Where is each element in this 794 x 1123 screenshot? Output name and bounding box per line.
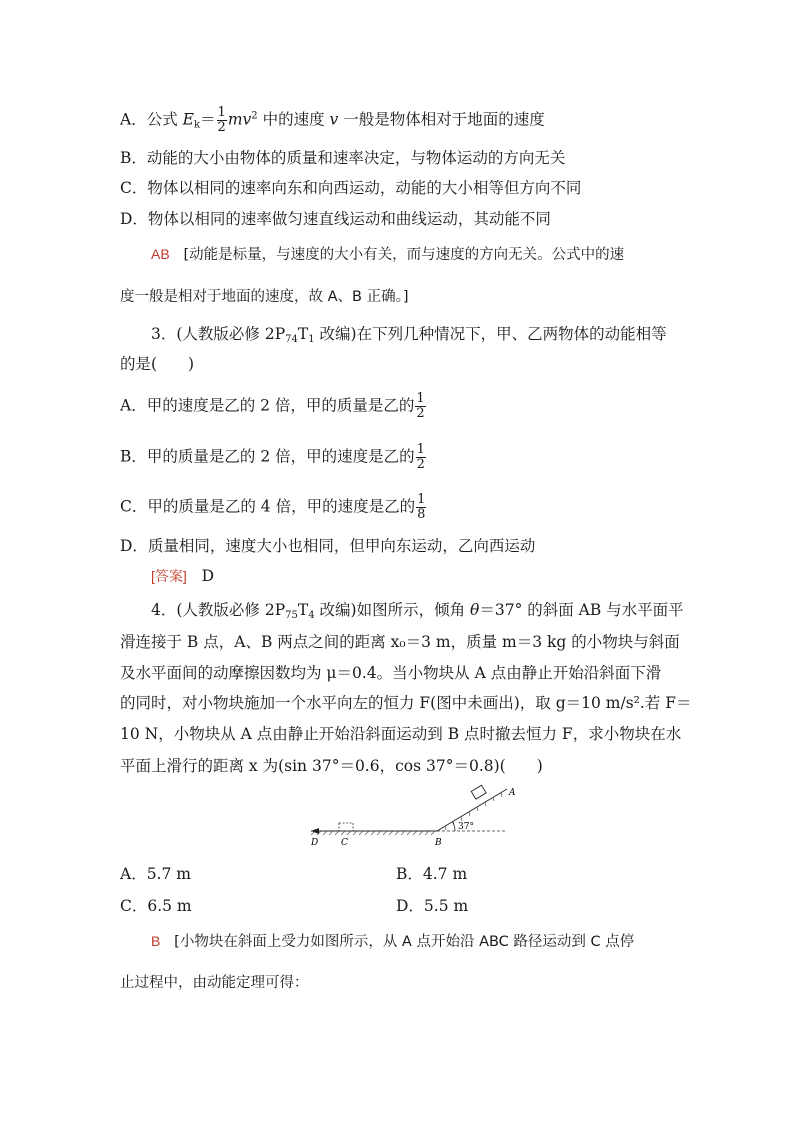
q4-stem-line-5: 10 N，小物块从 A 点由静止开始沿斜面运动到 B 点时撤去恒力 F，求小物块在水 bbox=[120, 725, 682, 743]
q2-option-d: D．物体以相同的速率做匀速直线运动和曲线运动，其动能不同 bbox=[120, 210, 551, 228]
point-a-label: A bbox=[509, 788, 516, 798]
q4-stem-line-6: 平面上滑行的距离 x 为(sin 37°＝0.6，cos 37°＝0.8)( ) bbox=[120, 757, 543, 775]
q2-explanation-cont: 度一般是相对于地面的速度，故 A、B 正确。] bbox=[120, 289, 409, 305]
q4-stem-line-4: 的同时，对小物块施加一个水平向左的恒力 F(图中未画出)，取 g＝10 m/s².若 F＝ bbox=[120, 694, 692, 712]
q3-option-b: B．甲的质量是乙的 2 倍，甲的速度是乙的 $\frac{1}{2}$ bbox=[120, 442, 425, 472]
q4-option-b: B．4.7 m bbox=[396, 865, 468, 883]
q4-option-c: C．6.5 m bbox=[120, 897, 192, 915]
point-c-label: C bbox=[341, 838, 348, 848]
q4-stem-line-1: 4．(人教版必修 $2P_{75}T_4$ 改编)如图所示，倾角 θ＝37° 的斜面 AB 与水平面平 bbox=[151, 601, 684, 621]
block-on-incline bbox=[471, 785, 486, 799]
q3-stem: 3．(人教版必修 $2P_{74}T_1$ 改编)在下列几种情况下，甲、乙两物体的动能相等 bbox=[151, 325, 667, 345]
q4-answer-explanation: B [小物块在斜面上受力如图所示，从 A 点开始沿 ABC 路径运动到 C 点停 bbox=[151, 933, 635, 950]
q3-stem-cont: 的是( ) bbox=[120, 355, 195, 373]
dashed-block-c bbox=[339, 823, 353, 831]
q4-explanation-cont: 止过程中，由动能定理可得： bbox=[120, 975, 309, 991]
point-b-label: B bbox=[435, 838, 442, 848]
fraction: $\frac{1}{2}$ bbox=[217, 105, 226, 135]
angle-label: 37° bbox=[458, 822, 474, 832]
q4-stem-line-2: 滑连接于 B 点，A、B 两点之间的距离 x₀＝3 m，质量 m＝3 kg 的小物块与斜面 bbox=[120, 633, 680, 651]
q3-option-a: A．甲的速度是乙的 2 倍，甲的质量是乙的 $\frac{1}{2}$ bbox=[120, 391, 425, 421]
q3-option-c: C．甲的质量是乙的 4 倍，甲的速度是乙的 $\frac{1}{8}$ bbox=[120, 492, 426, 522]
q2-option-b: B．动能的大小由物体的质量和速率决定，与物体运动的方向无关 bbox=[120, 149, 566, 167]
q4-stem-line-3: 及水平面间的动摩擦因数均为 μ＝0.4。当小物块从 A 点由静止开始沿斜面下滑 bbox=[120, 664, 662, 682]
q4-option-d: D．5.5 m bbox=[396, 897, 469, 915]
q2-option-a: A．公式 $E_k=$ $\frac{1}{2}$ $mv^2$ 中的速度 v 一般是物体相对于地面的速度 bbox=[120, 105, 545, 135]
q2-answer-explanation: AB [动能是标量，与速度的大小有关，而与速度的方向无关。公式中的速 bbox=[151, 246, 625, 263]
answer-label: [答案] bbox=[151, 568, 187, 584]
q3-answer: [答案] D bbox=[151, 567, 214, 585]
arrow-left-icon bbox=[311, 828, 319, 834]
q2-option-c: C．物体以相同的速率向东和向西运动，动能的大小相等但方向不同 bbox=[120, 179, 582, 197]
incline-figure bbox=[305, 783, 527, 851]
q2-answer: AB bbox=[151, 246, 170, 262]
q4-answer: B bbox=[151, 933, 161, 949]
point-d-label: D bbox=[311, 838, 319, 848]
q4-option-a: A．5.7 m bbox=[120, 865, 191, 883]
q3-option-d: D．质量相同，速度大小也相同，但甲向东运动，乙向西运动 bbox=[120, 537, 536, 555]
